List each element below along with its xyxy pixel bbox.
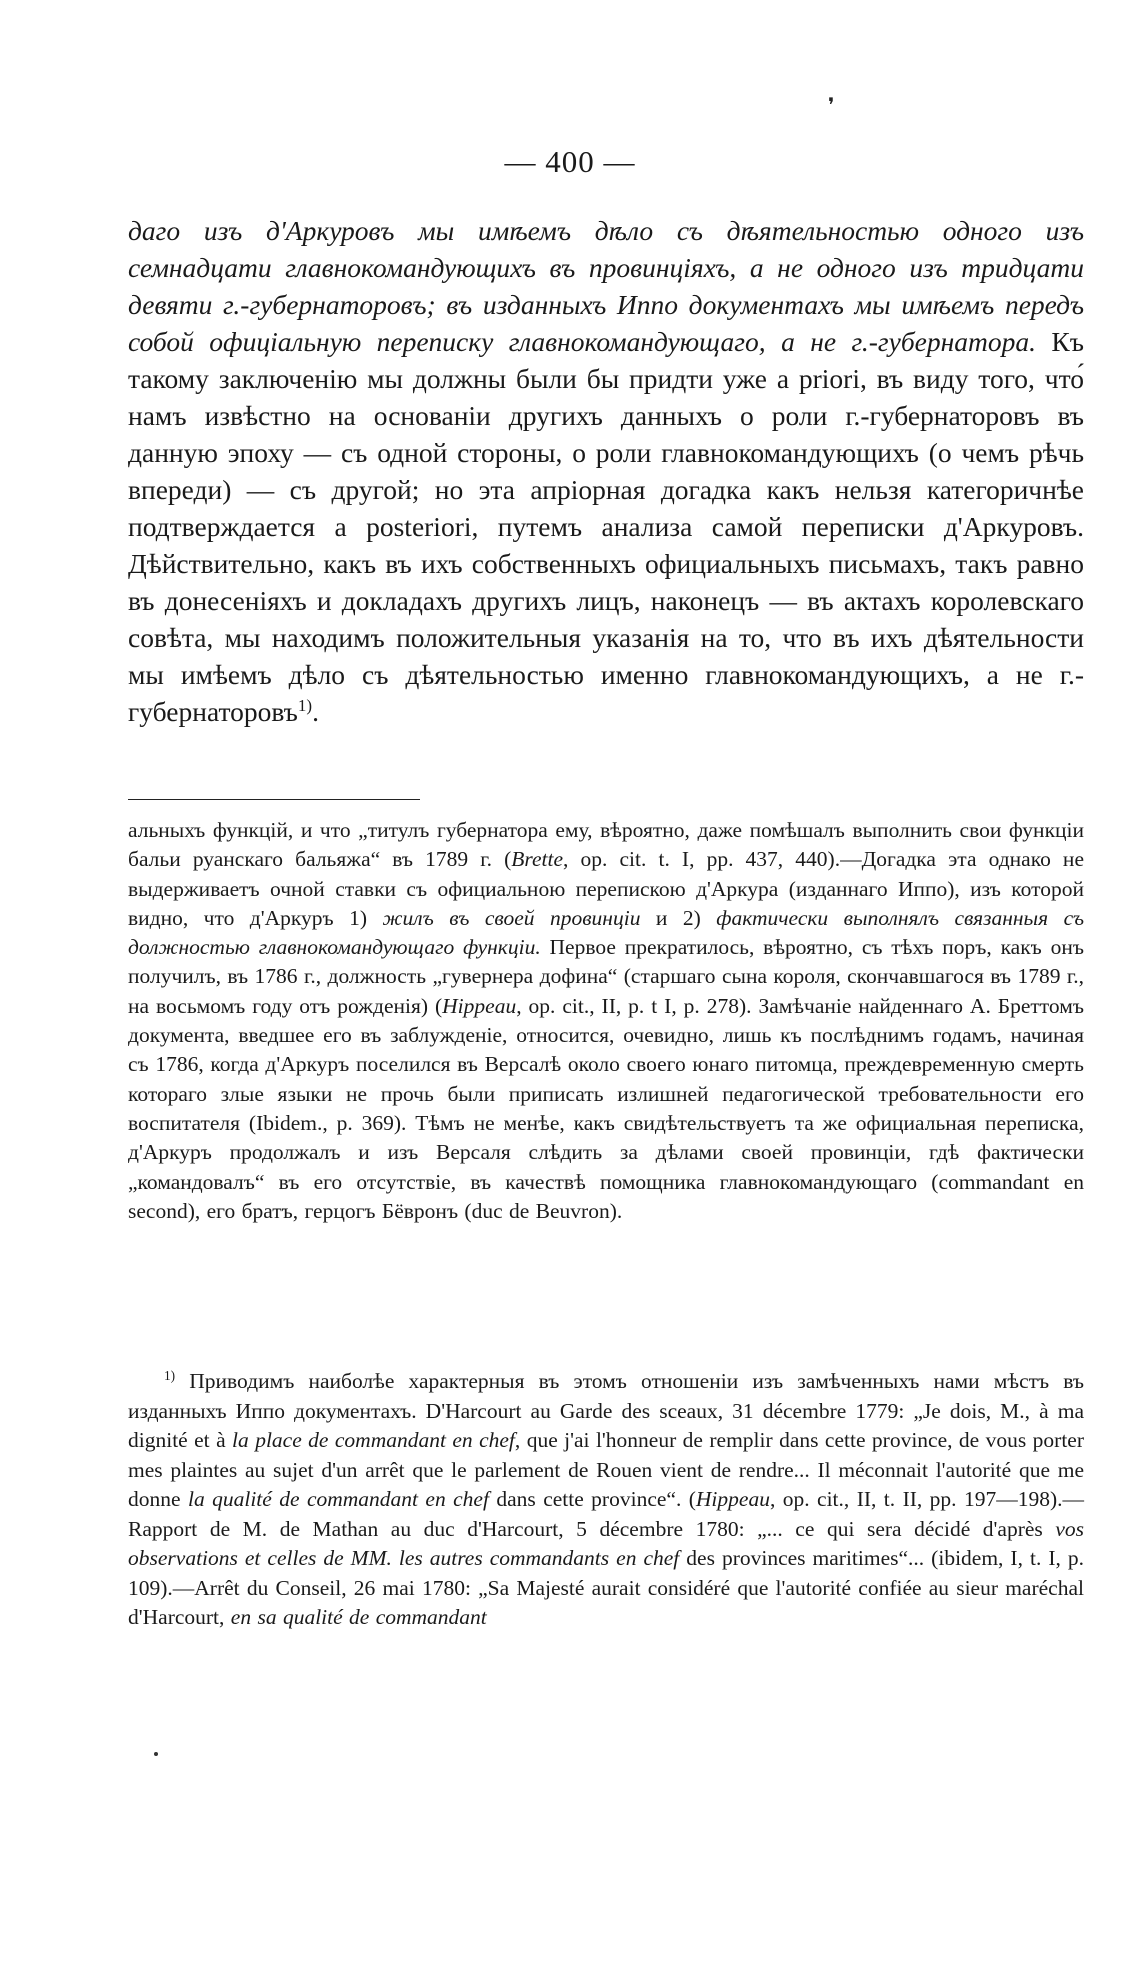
fn-cont-text: альныхъ функцій, и что „титулъ губернатора ему, вѣроятно, даже помѣшалъ выполнить свои функціи бальи руанскаго бальяжа“ въ 1789 г. (: [128, 818, 1084, 872]
fn-cont-italic: фактически выполнялъ связанныя съ должностью главнокомандующаго функціи.: [128, 905, 1084, 960]
main-roman-part: Къ такому заключенію мы должны были бы придти уже a priori, въ виду того, что́ намъ извѣстно на основаніи другихъ данныхъ о роли г.-губернаторовъ въ данную эпоху — съ одной стороны, о роли главнокомандующихъ (о чемъ рѣчь впереди) — съ другой; но эта апріорная догадка какъ нельзя категоричнѣе подтверждается a posteriori, путемъ анализа самой переписки д'Аркуровъ. Дѣйствительно, какъ въ ихъ собственныхъ официальныхъ письмахъ, такъ равно въ донесеніяхъ и докладахъ другихъ лицъ, наконецъ — въ актахъ королевскаго совѣта, мы находимъ положительныя указанія на то, что въ ихъ дѣятельности мы имѣемъ дѣло съ дѣятельностью именно главнокомандующихъ, а не г.-губернаторовъ: [128, 326, 1084, 727]
fn-cont-italic: жилъ въ своей провинціи: [382, 905, 641, 930]
fn1-italic: la place de commandant en chef: [232, 1428, 515, 1452]
footnote-continuation: [128, 816, 1084, 1226]
main-paragraph: [128, 212, 1084, 730]
main-end-punct: .: [312, 696, 319, 727]
fn-cont-text: Первое прекратилось, вѣроятно, съ тѣхъ поръ, какъ онъ получилъ, въ 1786 г., должность „гувернера дофина“ (старшаго сына короля, скончавшагося въ 1789 г., на восьмомъ году отъ рожденія) (: [128, 935, 1084, 1018]
fn1-italic: en sa qualité de commandant: [230, 1605, 487, 1629]
fn1-text: Приводимъ наиболѣе характерныя въ этомъ отношеніи изъ замѣченныхъ нами мѣстъ въ изданныхъ Иппо документахъ. D'Harcourt au Garde des sceaux, 31 décembre 1779: „Je dois, M., à ma dignité et à: [128, 1369, 1084, 1452]
fn-cont-text: и 2): [640, 905, 717, 930]
fn1-text: des provinces maritimes“... (ibidem, I, t. I, p. 109).—Arrêt du Conseil, 26 mai 1780: „Sa Majesté aurait considéré que l'autorité confiée au sieur maréchal d'Harcourt,: [128, 1546, 1084, 1629]
fn1-italic: Hippeau: [695, 1487, 770, 1511]
fn1-text: , op. cit., II, t. II, pp. 197—198).—Rapport de M. de Mathan au duc d'Harcourt, 5 décembre 1780: „... ce qui sera décidé d'après: [128, 1487, 1085, 1541]
fn-cont-italic: Hippeau: [442, 993, 517, 1018]
fn-cont-italic: Brette: [511, 847, 564, 872]
fn1-italic: vos observations et celles de MM. les autres commandants en chef: [128, 1516, 1084, 1570]
fn1-text: , que j'ai l'honneur de remplir dans cette province, de vous porter mes plaintes au sujet d'un arrêt que le parlement de Rouen vient de rendre... Il méconnait l'autorité que me donne: [128, 1428, 1085, 1511]
footnote-separator: [128, 799, 420, 800]
page-number: — 400 —: [504, 144, 636, 179]
footnote-ref-1[interactable]: 1): [297, 695, 313, 715]
fn-cont-text: , op. cit., II, p. t I, p. 278). Замѣчаніе найденнаго А. Бреттомъ документа, введшее его въ заблужденіе, относится, очевидно, лишь къ послѣднимъ годамъ, начиная съ 1786, когда д'Аркуръ поселился въ Версалѣ около своего юнаго питомца, преждевременную смерть котораго злые языки не прочь были приписать излишней педагогической требовательности его воспитателя (Ibidem., p. 369). Тѣмъ не менѣе, какъ свидѣтельствуетъ та же официальная переписка, д'Аркуръ продолжалъ и изъ Версаля слѣдить за дѣлами своей провинціи, гдѣ фактически „командовалъ“ въ его отсутствіе, въ качествѣ помощника главнокомандующаго (commandant en second), его братъ, герцогъ Бёвронъ (duc de Beuvron).: [128, 993, 1084, 1223]
footnote-1-mark: 1): [164, 1367, 176, 1383]
fn1-italic: la qualité de commandant en chef: [187, 1487, 489, 1511]
footnote-1: [128, 1367, 1084, 1633]
ink-speck: ❜: [828, 95, 835, 117]
fn-cont-text: , op. cit. t. I, pp. 437, 440).—Догадка эта однако не выдерживаетъ очной ставки съ официальною перепискою д'Аркура (изданнаго Иппо), изъ которой видно, что д'Аркуръ 1): [128, 847, 1084, 930]
main-italic-part: даго изъ д'Аркуровъ мы имѣемъ дѣло съ дѣятельностью одного изъ семнадцати главнокомандующихъ въ провинціяхъ, а не одного изъ тридцати девяти г.-губернаторовъ; въ изданныхъ Иппо документахъ мы имѣемъ передъ собой офиціальную переписку главнокомандующаго, а не г.-губернатора.: [128, 215, 1084, 357]
ink-dot: [154, 1752, 158, 1756]
fn1-text: dans cette province“. (: [488, 1487, 696, 1511]
